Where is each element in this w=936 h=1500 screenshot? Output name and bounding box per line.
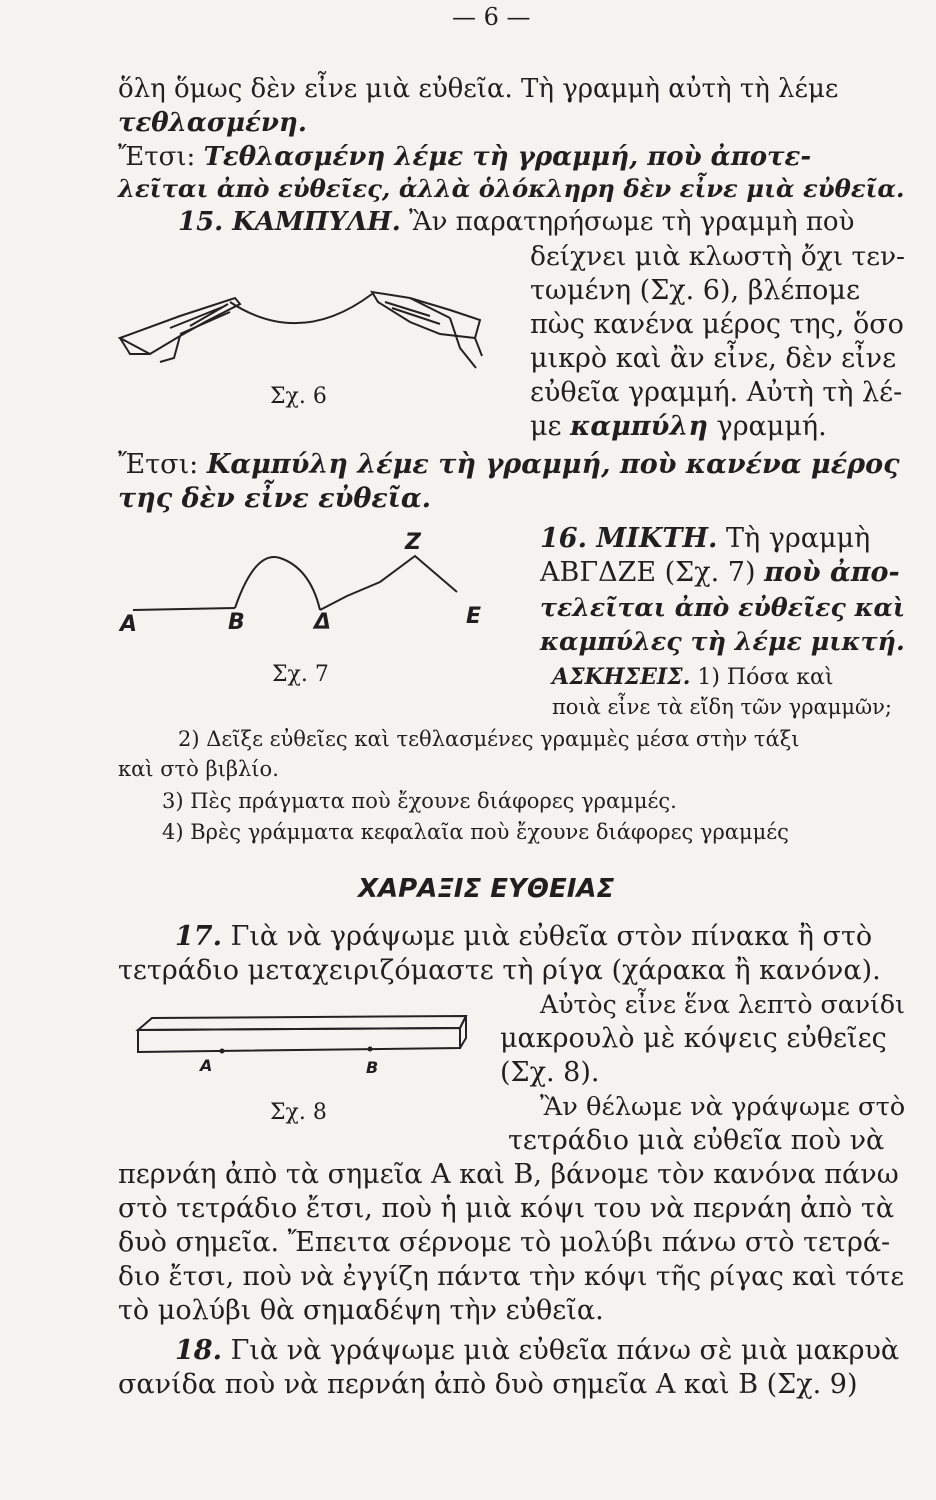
text-line: τετράδιο μεταχειριζόμαστε τὴ ρίγα (χάρακα ἢ κανόνα). [118,955,881,986]
exercise-line: ποιὰ εἶνε τὰ εἴδη τῶν γραμμῶν; [552,695,892,719]
point-label-E: E [466,604,482,629]
section-16-line [540,522,870,556]
ruler-label-B: B [366,1058,379,1077]
text-line: Ἂν θέλωμε νὰ γράψωμε στὸ [540,1092,906,1122]
text-line: δυὸ σημεῖα. Ἔπειτα σέρνομε τὸ μολύβι πάνω στὸ τετρά- [118,1227,891,1258]
definition-line: καμπύλες τὴ λέμε μικτή. [540,626,905,656]
text-line: μικρὸ καὶ ἂν εἶνε, δὲν εἶνε [530,343,897,374]
section-heading: ΧΑΡΑΞΙΣ ΕΥΘΕΙΑΣ [358,874,615,904]
section-18-line [175,1334,899,1368]
term-kampyli: καμπύλη [570,411,708,442]
text-line: μακρουλὸ μὲ κόψεις εὐθεῖες [500,1023,887,1054]
definition-mikti: ποὺ ἀπο- [764,557,900,588]
figure-8-ruler [130,1010,475,1085]
arc-BG [235,557,320,610]
etsi-label: Ἔτσι: [118,449,207,480]
text-line: σανίδα ποὺ νὰ περνάη ἀπὸ δυὸ σημεῖα Α καὶ Β (Σχ. 9) [118,1369,858,1400]
text-span: με [530,411,571,442]
point-label-A: A [120,612,138,637]
definition-line: τελεῖται ἀπὸ εὐθεῖες καὶ [540,592,906,622]
text-line: τετράδιο μιὰ εὐθεῖα ποὺ νὰ [508,1125,885,1156]
segment-AB [133,608,235,610]
text-line: ὅλη ὅμως δὲν εἶνε μιὰ εὐθεῖα. Τὴ γραμμὴ αὐτὴ τὴ λέμε [118,74,839,104]
text-line: στὸ τετράδιο ἔτσι, ποὺ ἡ μιὰ κόψι του νὰ περνάη ἀπὸ τὰ [118,1193,895,1224]
text-line: εὐθεῖα γραμμή. Αὐτὴ τὴ λέ- [530,377,903,408]
term-tethlasmeni: τεθλασμένη. [118,108,307,138]
text-line [530,410,827,444]
etsi-label: Ἔτσι: [118,142,204,172]
point-label-Delta: Δ [314,610,332,635]
text-line [540,556,900,590]
definition-line: λεῖται ἀπὸ εὐθεῖες, ἀλλὰ ὁλόκληρη δὲν εἶνε μιὰ εὐθεῖα. [118,174,905,203]
text-span: Ἂν παρατηρήσωμε τὴ γραμμὴ ποὺ [400,207,855,237]
definition-kampyli: Καμπύλη λέμε τὴ γραμμή, ποὺ κανένα μέρος [206,449,900,480]
text-line: (Σχ. 8). [500,1057,600,1088]
section-16-heading: 16. ΜΙΚΤΗ. [540,523,718,554]
ruler-front-face [138,1028,460,1052]
thread-curve [230,294,372,323]
exercise-line: 4) Βρὲς γράμματα κεφαλαῖα ποὺ ἔχουνε διάφορες γραμμές [162,820,789,844]
text-line: δείχνει μιὰ κλωστὴ ὄχι τεν- [530,241,906,272]
section-15-line [178,205,854,239]
point-B [368,1047,373,1052]
text-span: Τὴ γραμμὴ [717,523,871,554]
exercise-line: καὶ στὸ βιβλίο. [118,757,279,781]
definition-line [118,140,811,174]
point-label-Z: Z [405,530,421,555]
text-line: τὸ μολύβι θὰ σημαδέψη τὴν εὐθεῖα. [118,1295,604,1326]
figure-7-caption: Σχ. 7 [272,662,329,687]
section-15-heading: 15. ΚΑΜΠΥΛΗ. [178,207,401,237]
point-A [220,1049,225,1054]
text-span: ΑΒΓΔΖΕ (Σχ. 7) [540,557,765,588]
point-label-B: B [228,610,245,635]
figure-8-caption: Σχ. 8 [270,1100,327,1125]
broken-GZE [320,556,457,610]
text-span: γραμμή. [707,411,827,442]
exercises-heading: ΑΣΚΗΣΕΙΣ. [552,664,691,690]
text-span: Γιὰ νὰ γράψωμε μιὰ εὐθεῖα πάνω σὲ μιὰ μακρυὰ [221,1335,900,1366]
section-17-number: 17. [175,921,222,952]
exercise-1: 1) Πόσα καὶ [690,665,834,690]
text-line: τωμένη (Σχ. 6), βλέπομε [530,275,860,306]
text-line: πὼς κανένα μέρος της, ὅσο [530,309,904,340]
text-span: Γιὰ νὰ γράψωμε μιὰ εὐθεῖα στὸν πίνακα ἢ στὸ [221,921,873,952]
page-number: — 6 — [452,3,531,31]
ruler-label-A: A [200,1056,213,1075]
definition-line: της δὲν εἶνε εὐθεῖα. [118,483,432,514]
text-line: διο ἔτσι, ποὺ νὰ ἐγγίζη πάντα τὴν κόψι τῆς ρίγας καὶ τότε [118,1261,905,1292]
figure-6-caption: Σχ. 6 [270,384,327,409]
left-hand-illustration [120,298,240,362]
section-17-line [175,920,872,954]
text-line: Αὐτὸς εἶνε ἕνα λεπτὸ σανίδι [540,990,905,1019]
definition-line [118,448,900,482]
right-hand-illustration [372,292,482,368]
exercise-line: 2) Δεῖξε εὐθεῖες καὶ τεθλασμένες γραμμὲς μέσα στὴν τάξι [178,727,800,751]
text-line: περνάη ἀπὸ τὰ σημεῖα Α καὶ Β, βάνομε τὸν κανόνα πάνω [118,1159,899,1190]
figure-6-hands-thread [110,258,500,378]
definition-tethlasmeni: Τεθλασμένη λέμε τὴ γραμμή, ποὺ ἀποτε- [203,142,812,172]
exercise-line: 3) Πὲς πράγματα ποὺ ἔχουνε διάφορες γραμμές. [162,789,677,813]
section-18-number: 18. [175,1335,222,1366]
